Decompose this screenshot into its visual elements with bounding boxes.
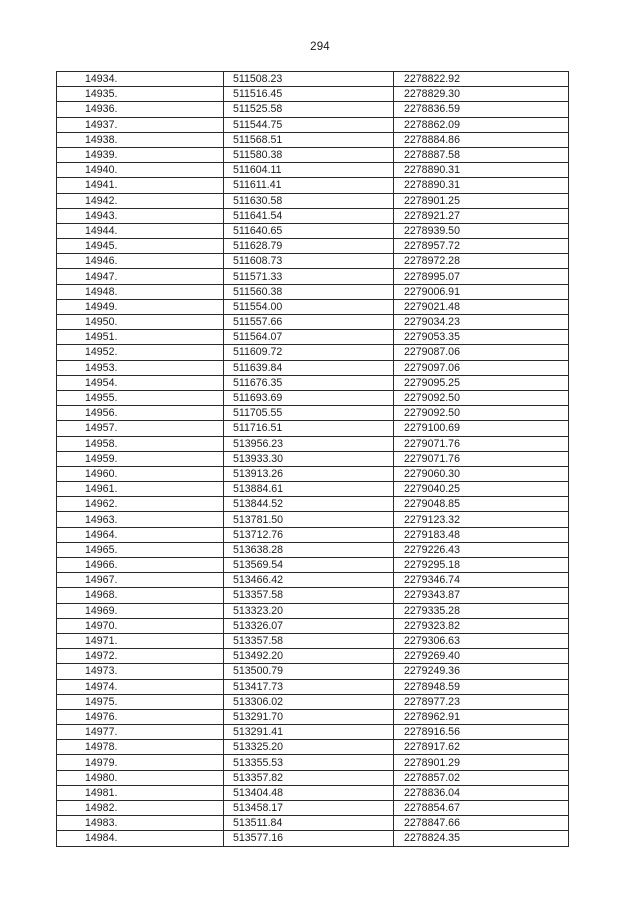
y-coordinate-cell: 2279060.30 bbox=[394, 466, 569, 481]
point-number-cell: 14955. bbox=[57, 390, 224, 405]
x-coordinate-cell: 511554.00 bbox=[224, 299, 394, 314]
point-number-cell: 14943. bbox=[57, 208, 224, 223]
point-number-cell: 14957. bbox=[57, 421, 224, 436]
table-row bbox=[57, 679, 569, 694]
table-row bbox=[57, 558, 569, 573]
y-coordinate-cell: 2278972.28 bbox=[394, 254, 569, 269]
x-coordinate-cell: 513569.54 bbox=[224, 558, 394, 573]
y-coordinate-cell: 2278901.25 bbox=[394, 193, 569, 208]
point-number-cell: 14959. bbox=[57, 451, 224, 466]
x-coordinate-cell: 511705.55 bbox=[224, 406, 394, 421]
point-number-cell: 14974. bbox=[57, 679, 224, 694]
x-coordinate-cell: 511640.65 bbox=[224, 223, 394, 238]
table-row bbox=[57, 269, 569, 284]
x-coordinate-cell: 511564.07 bbox=[224, 330, 394, 345]
table-row bbox=[57, 527, 569, 542]
point-number-cell: 14968. bbox=[57, 588, 224, 603]
table-row bbox=[57, 785, 569, 800]
table-row bbox=[57, 87, 569, 102]
point-number-cell: 14958. bbox=[57, 436, 224, 451]
table-row bbox=[57, 315, 569, 330]
x-coordinate-cell: 513844.52 bbox=[224, 497, 394, 512]
x-coordinate-cell: 511609.72 bbox=[224, 345, 394, 360]
y-coordinate-cell: 2278921.27 bbox=[394, 208, 569, 223]
y-coordinate-cell: 2278957.72 bbox=[394, 239, 569, 254]
table-row bbox=[57, 451, 569, 466]
y-coordinate-cell: 2278962.91 bbox=[394, 709, 569, 724]
y-coordinate-cell: 2279048.85 bbox=[394, 497, 569, 512]
point-number-cell: 14948. bbox=[57, 284, 224, 299]
point-number-cell: 14970. bbox=[57, 618, 224, 633]
table-row bbox=[57, 223, 569, 238]
x-coordinate-cell: 511604.11 bbox=[224, 163, 394, 178]
point-number-cell: 14980. bbox=[57, 770, 224, 785]
y-coordinate-cell: 2279323.82 bbox=[394, 618, 569, 633]
x-coordinate-cell: 513956.23 bbox=[224, 436, 394, 451]
x-coordinate-cell: 511716.51 bbox=[224, 421, 394, 436]
point-number-cell: 14936. bbox=[57, 102, 224, 117]
x-coordinate-cell: 511630.58 bbox=[224, 193, 394, 208]
y-coordinate-cell: 2279053.35 bbox=[394, 330, 569, 345]
y-coordinate-cell: 2278890.31 bbox=[394, 178, 569, 193]
x-coordinate-cell: 511560.38 bbox=[224, 284, 394, 299]
point-number-cell: 14967. bbox=[57, 573, 224, 588]
point-number-cell: 14963. bbox=[57, 512, 224, 527]
point-number-cell: 14979. bbox=[57, 755, 224, 770]
point-number-cell: 14937. bbox=[57, 117, 224, 132]
y-coordinate-cell: 2278977.23 bbox=[394, 694, 569, 709]
x-coordinate-cell: 511611.41 bbox=[224, 178, 394, 193]
x-coordinate-cell: 513355.53 bbox=[224, 755, 394, 770]
x-coordinate-cell: 513404.48 bbox=[224, 785, 394, 800]
y-coordinate-cell: 2278836.04 bbox=[394, 785, 569, 800]
table-row bbox=[57, 649, 569, 664]
point-number-cell: 14946. bbox=[57, 254, 224, 269]
x-coordinate-cell: 511641.54 bbox=[224, 208, 394, 223]
x-coordinate-cell: 511568.51 bbox=[224, 132, 394, 147]
x-coordinate-cell: 511516.45 bbox=[224, 87, 394, 102]
table-row bbox=[57, 239, 569, 254]
point-number-cell: 14972. bbox=[57, 649, 224, 664]
y-coordinate-cell: 2278857.02 bbox=[394, 770, 569, 785]
x-coordinate-cell: 513511.84 bbox=[224, 816, 394, 831]
table-row bbox=[57, 406, 569, 421]
table-row bbox=[57, 193, 569, 208]
table-row bbox=[57, 482, 569, 497]
point-number-cell: 14945. bbox=[57, 239, 224, 254]
point-number-cell: 14935. bbox=[57, 87, 224, 102]
table-row bbox=[57, 512, 569, 527]
table-row bbox=[57, 132, 569, 147]
table-row bbox=[57, 345, 569, 360]
table-row bbox=[57, 755, 569, 770]
y-coordinate-cell: 2279097.06 bbox=[394, 360, 569, 375]
y-coordinate-cell: 2278995.07 bbox=[394, 269, 569, 284]
x-coordinate-cell: 513781.50 bbox=[224, 512, 394, 527]
point-number-cell: 14973. bbox=[57, 664, 224, 679]
y-coordinate-cell: 2279226.43 bbox=[394, 542, 569, 557]
x-coordinate-cell: 511544.75 bbox=[224, 117, 394, 132]
x-coordinate-cell: 513306.02 bbox=[224, 694, 394, 709]
x-coordinate-cell: 513458.17 bbox=[224, 801, 394, 816]
point-number-cell: 14962. bbox=[57, 497, 224, 512]
coordinates-table-body bbox=[57, 72, 569, 847]
point-number-cell: 14984. bbox=[57, 831, 224, 846]
y-coordinate-cell: 2278862.09 bbox=[394, 117, 569, 132]
point-number-cell: 14976. bbox=[57, 709, 224, 724]
table-row bbox=[57, 603, 569, 618]
x-coordinate-cell: 513357.58 bbox=[224, 633, 394, 648]
point-number-cell: 14934. bbox=[57, 72, 224, 87]
x-coordinate-cell: 511693.69 bbox=[224, 390, 394, 405]
point-number-cell: 14971. bbox=[57, 633, 224, 648]
x-coordinate-cell: 513357.58 bbox=[224, 588, 394, 603]
point-number-cell: 14952. bbox=[57, 345, 224, 360]
point-number-cell: 14953. bbox=[57, 360, 224, 375]
y-coordinate-cell: 2279269.40 bbox=[394, 649, 569, 664]
table-row bbox=[57, 375, 569, 390]
table-row bbox=[57, 163, 569, 178]
point-number-cell: 14938. bbox=[57, 132, 224, 147]
point-number-cell: 14983. bbox=[57, 816, 224, 831]
table-row bbox=[57, 588, 569, 603]
x-coordinate-cell: 513933.30 bbox=[224, 451, 394, 466]
point-number-cell: 14981. bbox=[57, 785, 224, 800]
table-row bbox=[57, 497, 569, 512]
table-row bbox=[57, 694, 569, 709]
y-coordinate-cell: 2279183.48 bbox=[394, 527, 569, 542]
table-row bbox=[57, 542, 569, 557]
y-coordinate-cell: 2278847.66 bbox=[394, 816, 569, 831]
x-coordinate-cell: 513326.07 bbox=[224, 618, 394, 633]
x-coordinate-cell: 513291.70 bbox=[224, 709, 394, 724]
table-row bbox=[57, 178, 569, 193]
y-coordinate-cell: 2278824.35 bbox=[394, 831, 569, 846]
point-number-cell: 14978. bbox=[57, 740, 224, 755]
point-number-cell: 14982. bbox=[57, 801, 224, 816]
x-coordinate-cell: 513913.26 bbox=[224, 466, 394, 481]
table-row bbox=[57, 816, 569, 831]
x-coordinate-cell: 513638.28 bbox=[224, 542, 394, 557]
point-number-cell: 14947. bbox=[57, 269, 224, 284]
table-row bbox=[57, 421, 569, 436]
point-number-cell: 14966. bbox=[57, 558, 224, 573]
y-coordinate-cell: 2278939.50 bbox=[394, 223, 569, 238]
point-number-cell: 14977. bbox=[57, 725, 224, 740]
point-number-cell: 14956. bbox=[57, 406, 224, 421]
y-coordinate-cell: 2278917.62 bbox=[394, 740, 569, 755]
table-row bbox=[57, 664, 569, 679]
y-coordinate-cell: 2279092.50 bbox=[394, 390, 569, 405]
y-coordinate-cell: 2279071.76 bbox=[394, 436, 569, 451]
x-coordinate-cell: 511580.38 bbox=[224, 147, 394, 162]
y-coordinate-cell: 2279006.91 bbox=[394, 284, 569, 299]
table-row bbox=[57, 284, 569, 299]
table-row bbox=[57, 831, 569, 846]
table-row bbox=[57, 330, 569, 345]
y-coordinate-cell: 2278829.30 bbox=[394, 87, 569, 102]
x-coordinate-cell: 511639.84 bbox=[224, 360, 394, 375]
table-row bbox=[57, 709, 569, 724]
x-coordinate-cell: 513417.73 bbox=[224, 679, 394, 694]
y-coordinate-cell: 2279095.25 bbox=[394, 375, 569, 390]
x-coordinate-cell: 511571.33 bbox=[224, 269, 394, 284]
table-row bbox=[57, 618, 569, 633]
point-number-cell: 14951. bbox=[57, 330, 224, 345]
table-row bbox=[57, 390, 569, 405]
y-coordinate-cell: 2278916.56 bbox=[394, 725, 569, 740]
point-number-cell: 14954. bbox=[57, 375, 224, 390]
table-row bbox=[57, 725, 569, 740]
point-number-cell: 14961. bbox=[57, 482, 224, 497]
point-number-cell: 14960. bbox=[57, 466, 224, 481]
x-coordinate-cell: 513500.79 bbox=[224, 664, 394, 679]
table-row bbox=[57, 633, 569, 648]
y-coordinate-cell: 2279087.06 bbox=[394, 345, 569, 360]
y-coordinate-cell: 2279343.87 bbox=[394, 588, 569, 603]
point-number-cell: 14944. bbox=[57, 223, 224, 238]
y-coordinate-cell: 2279100.69 bbox=[394, 421, 569, 436]
point-number-cell: 14950. bbox=[57, 315, 224, 330]
table-row bbox=[57, 573, 569, 588]
x-coordinate-cell: 513492.20 bbox=[224, 649, 394, 664]
y-coordinate-cell: 2278890.31 bbox=[394, 163, 569, 178]
x-coordinate-cell: 511508.23 bbox=[224, 72, 394, 87]
y-coordinate-cell: 2279346.74 bbox=[394, 573, 569, 588]
y-coordinate-cell: 2278836.59 bbox=[394, 102, 569, 117]
table-row bbox=[57, 72, 569, 87]
y-coordinate-cell: 2279092.50 bbox=[394, 406, 569, 421]
x-coordinate-cell: 513357.82 bbox=[224, 770, 394, 785]
point-number-cell: 14942. bbox=[57, 193, 224, 208]
x-coordinate-cell: 511628.79 bbox=[224, 239, 394, 254]
x-coordinate-cell: 513325.20 bbox=[224, 740, 394, 755]
y-coordinate-cell: 2278948.59 bbox=[394, 679, 569, 694]
x-coordinate-cell: 511608.73 bbox=[224, 254, 394, 269]
y-coordinate-cell: 2279335.28 bbox=[394, 603, 569, 618]
x-coordinate-cell: 513323.20 bbox=[224, 603, 394, 618]
y-coordinate-cell: 2279034.23 bbox=[394, 315, 569, 330]
table-row bbox=[57, 254, 569, 269]
table-row bbox=[57, 147, 569, 162]
table-row bbox=[57, 117, 569, 132]
y-coordinate-cell: 2279123.32 bbox=[394, 512, 569, 527]
y-coordinate-cell: 2278884.86 bbox=[394, 132, 569, 147]
point-number-cell: 14965. bbox=[57, 542, 224, 557]
table-row bbox=[57, 770, 569, 785]
x-coordinate-cell: 511676.35 bbox=[224, 375, 394, 390]
table-row bbox=[57, 208, 569, 223]
y-coordinate-cell: 2279249.36 bbox=[394, 664, 569, 679]
point-number-cell: 14969. bbox=[57, 603, 224, 618]
coordinates-table bbox=[56, 71, 569, 847]
y-coordinate-cell: 2278887.58 bbox=[394, 147, 569, 162]
x-coordinate-cell: 513291.41 bbox=[224, 725, 394, 740]
x-coordinate-cell: 511525.58 bbox=[224, 102, 394, 117]
table-row bbox=[57, 299, 569, 314]
table-row bbox=[57, 102, 569, 117]
x-coordinate-cell: 513712.76 bbox=[224, 527, 394, 542]
x-coordinate-cell: 511557.66 bbox=[224, 315, 394, 330]
point-number-cell: 14964. bbox=[57, 527, 224, 542]
table-row bbox=[57, 466, 569, 481]
y-coordinate-cell: 2279295.18 bbox=[394, 558, 569, 573]
x-coordinate-cell: 513466.42 bbox=[224, 573, 394, 588]
y-coordinate-cell: 2279071.76 bbox=[394, 451, 569, 466]
table-row bbox=[57, 740, 569, 755]
y-coordinate-cell: 2279021.48 bbox=[394, 299, 569, 314]
y-coordinate-cell: 2279040.25 bbox=[394, 482, 569, 497]
table-row bbox=[57, 360, 569, 375]
point-number-cell: 14975. bbox=[57, 694, 224, 709]
point-number-cell: 14940. bbox=[57, 163, 224, 178]
y-coordinate-cell: 2278854.67 bbox=[394, 801, 569, 816]
y-coordinate-cell: 2279306.63 bbox=[394, 633, 569, 648]
point-number-cell: 14949. bbox=[57, 299, 224, 314]
point-number-cell: 14939. bbox=[57, 147, 224, 162]
y-coordinate-cell: 2278901.29 bbox=[394, 755, 569, 770]
y-coordinate-cell: 2278822.92 bbox=[394, 72, 569, 87]
table-row bbox=[57, 436, 569, 451]
point-number-cell: 14941. bbox=[57, 178, 224, 193]
page-number: 294 bbox=[310, 41, 330, 53]
table-row bbox=[57, 801, 569, 816]
x-coordinate-cell: 513577.16 bbox=[224, 831, 394, 846]
x-coordinate-cell: 513884.61 bbox=[224, 482, 394, 497]
